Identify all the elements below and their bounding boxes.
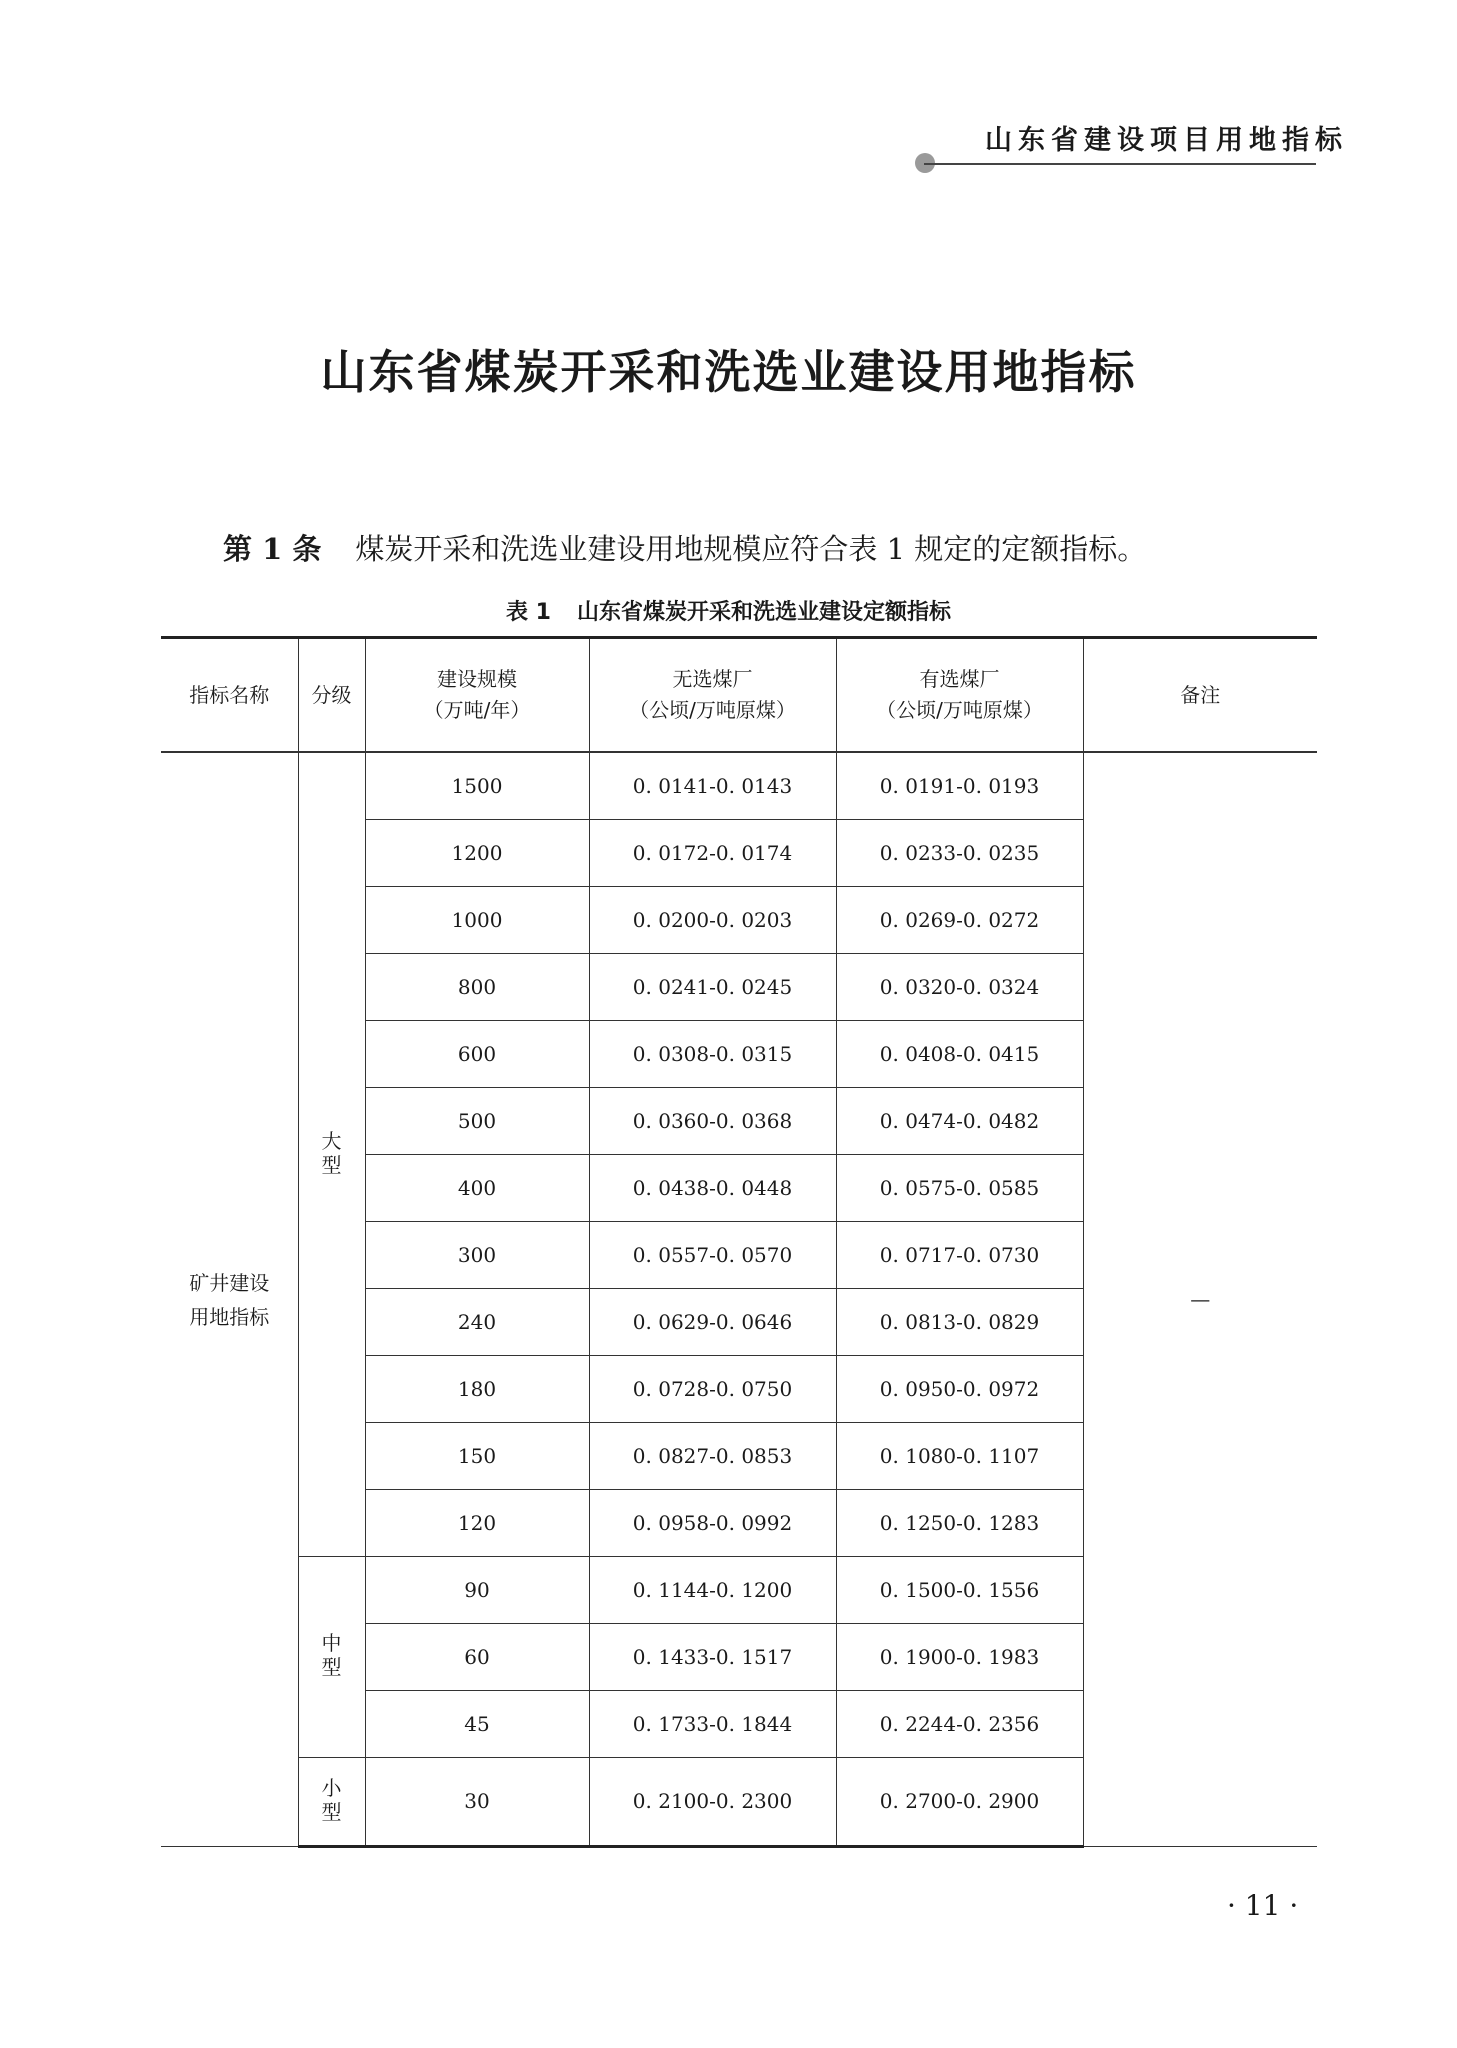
no-plant-cell: 0. 1733-0. 1844 — [589, 1691, 836, 1758]
no-plant-cell: 0. 0172-0. 0174 — [589, 820, 836, 887]
no-plant-cell: 0. 0438-0. 0448 — [589, 1155, 836, 1222]
article-paragraph — [223, 527, 1146, 568]
no-plant-cell: 0. 0958-0. 0992 — [589, 1490, 836, 1557]
no-plant-cell: 0. 0141-0. 0143 — [589, 752, 836, 820]
table-caption — [0, 595, 1457, 626]
page-number: · 11 · — [1227, 1889, 1299, 1922]
article-number: 第 1 条 — [223, 532, 322, 566]
scale-cell: 1000 — [365, 887, 589, 954]
table-caption-number: 表 1 — [506, 600, 551, 625]
table-caption-text: 山东省煤炭开采和洗选业建设定额指标 — [576, 600, 951, 625]
with-plant-cell: 0. 1080-0. 1107 — [836, 1423, 1083, 1490]
scale-cell: 300 — [365, 1222, 589, 1289]
no-plant-cell: 0. 0200-0. 0203 — [589, 887, 836, 954]
scale-cell: 1500 — [365, 752, 589, 820]
header-grade: 分级 — [298, 638, 365, 753]
no-plant-cell: 0. 1433-0. 1517 — [589, 1624, 836, 1691]
with-plant-cell: 0. 0191-0. 0193 — [836, 752, 1083, 820]
no-plant-cell: 0. 0557-0. 0570 — [589, 1222, 836, 1289]
no-plant-cell: 0. 0360-0. 0368 — [589, 1088, 836, 1155]
no-plant-cell: 0. 2100-0. 2300 — [589, 1758, 836, 1847]
scale-cell: 800 — [365, 954, 589, 1021]
with-plant-cell: 0. 0717-0. 0730 — [836, 1222, 1083, 1289]
scale-cell: 600 — [365, 1021, 589, 1088]
header-rule — [924, 163, 1316, 165]
grade-cell: 中型 — [298, 1557, 365, 1758]
scale-cell: 30 — [365, 1758, 589, 1847]
scale-cell: 120 — [365, 1490, 589, 1557]
with-plant-cell: 0. 0474-0. 0482 — [836, 1088, 1083, 1155]
header-indicator-name: 指标名称 — [161, 638, 298, 753]
with-plant-cell: 0. 2700-0. 2900 — [836, 1758, 1083, 1847]
with-plant-cell: 0. 0950-0. 0972 — [836, 1356, 1083, 1423]
with-plant-cell: 0. 0233-0. 0235 — [836, 820, 1083, 887]
header-no-plant: 无选煤厂 （公顷/万吨原煤） — [589, 638, 836, 753]
header-remark: 备注 — [1083, 638, 1317, 753]
with-plant-cell: 0. 1900-0. 1983 — [836, 1624, 1083, 1691]
no-plant-cell: 0. 0241-0. 0245 — [589, 954, 836, 1021]
remark-cell: — — [1083, 752, 1317, 1847]
scale-cell: 180 — [365, 1356, 589, 1423]
indicator-name-cell: 矿井建设 用地指标 — [161, 752, 298, 1847]
with-plant-cell: 0. 1500-0. 1556 — [836, 1557, 1083, 1624]
header-scale: 建设规模 （万吨/年） — [365, 638, 589, 753]
no-plant-cell: 0. 0827-0. 0853 — [589, 1423, 836, 1490]
grade-cell: 小型 — [298, 1758, 365, 1847]
with-plant-cell: 0. 0269-0. 0272 — [836, 887, 1083, 954]
table-body — [161, 752, 1317, 1847]
no-plant-cell: 0. 0308-0. 0315 — [589, 1021, 836, 1088]
article-text: 煤炭开采和洗选业建设用地规模应符合表 1 规定的定额指标。 — [355, 532, 1147, 566]
scale-cell: 500 — [365, 1088, 589, 1155]
with-plant-cell: 0. 0813-0. 0829 — [836, 1289, 1083, 1356]
table-header-row — [161, 638, 1317, 753]
no-plant-cell: 0. 1144-0. 1200 — [589, 1557, 836, 1624]
scale-cell: 45 — [365, 1691, 589, 1758]
scale-cell: 1200 — [365, 820, 589, 887]
scale-cell: 150 — [365, 1423, 589, 1490]
grade-cell: 大型 — [298, 752, 365, 1557]
header-with-plant: 有选煤厂 （公顷/万吨原煤） — [836, 638, 1083, 753]
quota-table — [161, 636, 1317, 1848]
table-row — [161, 752, 1317, 820]
with-plant-cell: 0. 1250-0. 1283 — [836, 1490, 1083, 1557]
scale-cell: 240 — [365, 1289, 589, 1356]
with-plant-cell: 0. 0320-0. 0324 — [836, 954, 1083, 1021]
scale-cell: 400 — [365, 1155, 589, 1222]
scale-cell: 60 — [365, 1624, 589, 1691]
document-title: 山东省煤炭开采和洗选业建设用地指标 — [320, 345, 1137, 399]
running-header-title: 山东省建设项目用地指标 — [985, 125, 1348, 156]
no-plant-cell: 0. 0728-0. 0750 — [589, 1356, 836, 1423]
with-plant-cell: 0. 0408-0. 0415 — [836, 1021, 1083, 1088]
scale-cell: 90 — [365, 1557, 589, 1624]
with-plant-cell: 0. 0575-0. 0585 — [836, 1155, 1083, 1222]
no-plant-cell: 0. 0629-0. 0646 — [589, 1289, 836, 1356]
with-plant-cell: 0. 2244-0. 2356 — [836, 1691, 1083, 1758]
